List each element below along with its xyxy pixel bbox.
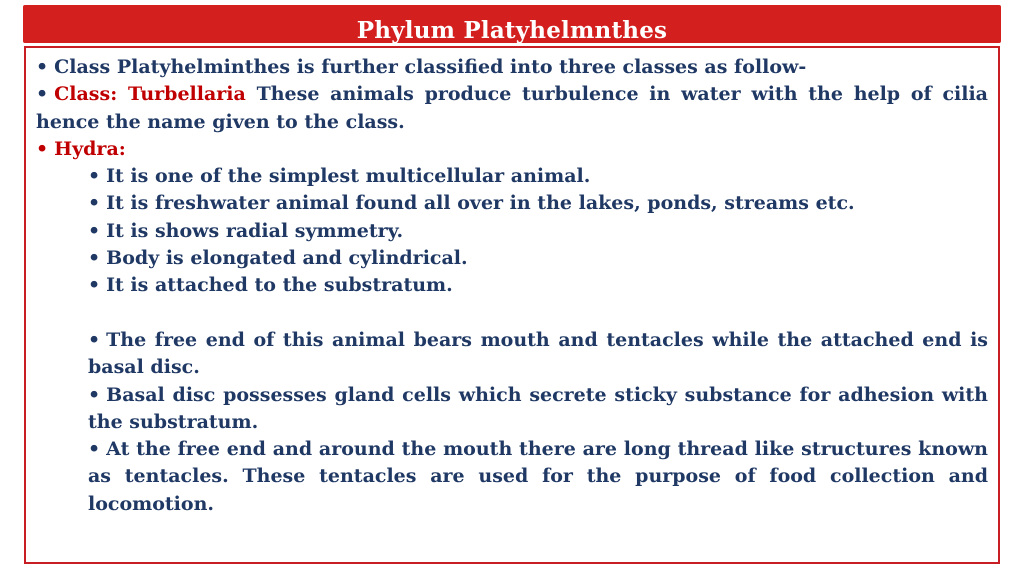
bullet-icon: • [88, 328, 101, 351]
bullet-icon: • [88, 274, 101, 297]
hydra-heading [36, 136, 988, 163]
hydra-point-text: It is attached to the substratum. [106, 274, 453, 297]
hydra-detail-text: The free end of this animal bears mouth and tentacles while the attached end is basal disc. [88, 328, 988, 379]
intro-text: Class Platyhelminthes is further classified into three classes as follow- [54, 56, 807, 78]
hydra-detail-text: Basal disc possesses gland cells which secrete sticky substance for adhesion with the substratum. [88, 383, 988, 433]
class-turbellaria-item [36, 81, 988, 136]
spacer [36, 300, 988, 327]
hydra-point [36, 245, 988, 272]
bullet-icon: • [36, 56, 49, 78]
bullet-icon: • [88, 219, 101, 242]
content-body [36, 54, 988, 518]
bullet-icon: • [88, 192, 101, 215]
class-description: These animals produce turbulence in water with the help of cilia hence the name given to the class. [36, 83, 988, 133]
hydra-point [36, 190, 988, 217]
slide-title: Phylum Platyhelmnthes [356, 17, 668, 44]
bullet-icon: • [88, 165, 101, 188]
hydra-point [36, 163, 988, 190]
hydra-point-text: It is shows radial symmetry. [106, 219, 404, 242]
bullet-icon: • [88, 247, 101, 270]
bullet-icon: • [36, 83, 49, 106]
class-label: Class: Turbellaria [54, 83, 246, 106]
hydra-detail [36, 436, 988, 518]
hydra-point [36, 272, 988, 299]
bullet-icon: • [88, 383, 101, 406]
hydra-point [36, 218, 988, 245]
hydra-detail-text: At the free end and around the mouth there are long thread like structures known as tentacles. These tentacles are used for the purpose of food collection and locomotion. [88, 438, 988, 515]
bullet-icon: • [88, 438, 101, 461]
title-bar [23, 5, 1001, 43]
hydra-point-text: It is one of the simplest multicellular animal. [106, 165, 591, 188]
content-box [24, 46, 1000, 564]
bullet-icon: • [36, 137, 49, 160]
intro-line [36, 54, 988, 81]
hydra-detail [36, 382, 988, 437]
hydra-point-text: It is freshwater animal found all over in the lakes, ponds, streams etc. [106, 192, 855, 215]
hydra-point-text: Body is elongated and cylindrical. [106, 247, 468, 270]
hydra-detail [36, 327, 988, 382]
hydra-label: Hydra: [54, 137, 126, 160]
